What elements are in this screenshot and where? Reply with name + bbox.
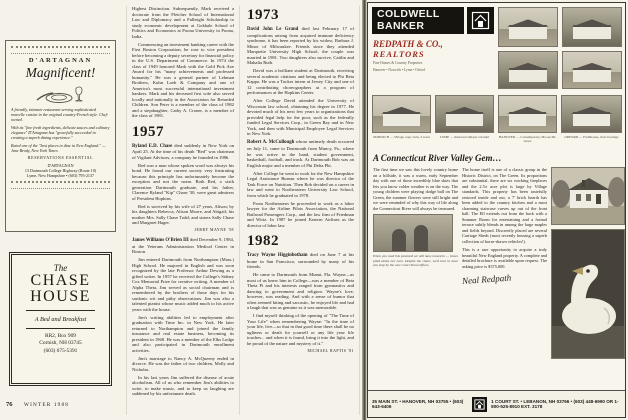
goose-illustration (552, 230, 624, 358)
class-year-heading: 1982 (247, 233, 279, 249)
property-photo (562, 7, 622, 47)
class-year-heading: 1973 (247, 7, 279, 23)
paragraph: After College David attended the University of Wisconsin law school, obtaining his degree in 1977. He devoted much of his next few years to organizations that provided legal help for the poor, such as the federally funded Legal Services Corp., in Green Bay and in New York, and then with Municipal Employee Legal Services in New York. (247, 98, 354, 137)
obit-name: James Williams O'Brien III (132, 237, 189, 243)
company-name-line-1: REDPATH & CO., (373, 39, 443, 49)
house-icon (474, 399, 485, 410)
dartagnan-name: D'ARTAGNAN (28, 57, 93, 64)
chase-house-subtitle: A Bed and Breakfast (34, 315, 87, 323)
photo-caption: LYME — Restored antique colonial (439, 135, 489, 139)
obit-text: died last February 17 of complications arising from acquired immune deficiency syndrome, it has been reported by his widow, Barbara J. Minor of Milwaukee. Friends since they attended Marquette University High School, the couple was married in 1981. Two daughters also survive, Caitlin and Mahalia Ruth. (247, 26, 354, 66)
obit-text: died December 9, 1984, at the Veterans Administration Medical Center in Boston. (132, 236, 234, 255)
paragraph: Highest Distinction. Subsequently, Mark received a doctorate from the Fletcher School of International Law and Diplomacy and a Fulbright Scholarship to study economic development at Gokhale School of Politics and Economics at Poona University in Poona, India. (132, 6, 234, 39)
paragraph: Jim's marriage to Nancy A. McQueeny ended in divorce. He was the father of two children, Molly and Nicholas. (132, 355, 234, 372)
chase-house-address: Cornish, NH 03745 (39, 340, 82, 347)
coldwell-banker-logo (372, 7, 464, 34)
feature-column-2 (462, 167, 547, 382)
chase-house-ad (9, 252, 112, 386)
photo-caption: HANOVER — Contemporary, Moose Mt. views (498, 135, 557, 144)
company-name-line-2: REALTORS (373, 49, 425, 60)
ad-address: Lyme, New Hampshire • (603) 795-2137 (26, 173, 95, 179)
obit-name: Ryland E.D. Chase (132, 143, 173, 149)
realtor-footer (368, 390, 625, 417)
obit-text: died on June 7 at his home in San Francisco, surrounded by many of his friends. (247, 252, 354, 270)
postcard-photo (373, 214, 453, 252)
company-tagline: Hanover • Norwich • Lyme • Orford (373, 68, 426, 73)
obit-name: Tracy Wayne Higginbotham (247, 253, 308, 258)
featured-house-photo (551, 167, 625, 225)
house-icon (471, 11, 490, 30)
table-setting-illustration (29, 83, 93, 105)
logo-line-2: BANKER (377, 19, 425, 32)
coldwell-banker-house-icon (467, 7, 494, 34)
property-photo (435, 95, 494, 133)
property-photo (372, 95, 431, 133)
goose-decoy-photo (551, 229, 625, 359)
paragraph: Red is survived by his wife of 27 years, Alison; by his daughters Rebecca, Alison Moore, and Abigail; his mother Mrs. Sally Chase Todd; and sisters Sally Chase and Margaret Hager. (132, 203, 234, 226)
obituary-entry (132, 143, 234, 161)
obituary-entry (247, 139, 354, 168)
paragraph: After College he went to work for the New Hampshire Legal Assistance Bureau where he was director of the Task Force on Nutrition. Then Bob decided on a career in law and went to Northeastern University Law School, from which he graduated in 1978. (247, 170, 354, 198)
issue-label: WINTER 1988 (24, 402, 70, 408)
footer-address-lebanon: 1 COURT ST. • LEBANON, NH 03766 • (603) 448-6990 OR 1-800-525-8910 EXT. 3178 (491, 399, 619, 409)
paragraph: David was a brilliant student at Dartmouth, receiving several academic citations and being elected to Phi Beta Kappa. He was a Tucker intern at Jersey City and one of 12 contributing choreographers at a program of performances at the Hopkins Center. (247, 68, 354, 96)
ad-paragraph: Rated one of the "best places to dine in New England." — Jane Brody, New York Times (11, 142, 106, 153)
obituary-entry (132, 237, 234, 255)
chase-house-address: RR2, Box 909 (44, 332, 76, 339)
obit-name: Robert A. McCullough (247, 140, 295, 146)
company-tagline: Fine Homes & Country Properties (373, 61, 423, 66)
rule-divider (26, 328, 95, 329)
obituary-column-2 (242, 6, 360, 415)
person-silhouette (392, 229, 406, 251)
ad-address: 13 Dartmouth College Highway (Route 10) (24, 168, 97, 174)
redpath-company-block (373, 40, 493, 73)
ad-paragraph: A friendly, intimate restaurant serving sophisticated nouvelle cuisine in the original country-French style. Chef-owned. (11, 107, 109, 123)
footer-address-hanover: 35 MAIN ST. • HANOVER, NH 03755 • (603) 643-6406 (372, 399, 464, 409)
obit-text: died suddenly in New York on April 25. At the time of his death "Red" was chairman of Vigilant Advisors, a company he founded in 1986. (132, 142, 235, 160)
photo-caption: NORWICH — Village cape, barn, 3 acres (373, 135, 430, 139)
page-folio (6, 401, 69, 408)
paragraph: He came to Dartmouth from Miami, Fla. Wayne—as most of us knew him in College—was a member of Beta Theta Pi and his interests ranged from gymnastics and dancing to government and religion. Wayne's love, however, was reading. And with a sense of humor that often seemed biting and sarcastic, he enjoyed life and had a laugh that was as genuine as it was memorable. (247, 272, 354, 311)
feature-paragraph: The home itself is one of a classic group in the Historic District, on The Green. Its proportions are substantial, there are six working fireplaces and the 2.5± acre plot is large by Village standards. This property has been tastefully restored inside and out, a 7' brick hearth has been added to the country kitchen and a most charming staircase curves up out of the front hall. The Ell extends out from the back with a Summer Room for entertaining and a formal terrace subtly blends in among the large maples and fields beyond. Discreetly placed are several Carriage Sheds (most recently housing a superb collection of horse-drawn vehicles!). (462, 167, 547, 244)
paragraph: Jim entered Dartmouth from Northampton (Mass.) High School. He majored in English and was soon recognized by the late Professor Arthur Dewing as a gifted writer. In 1957 he received the College's Sidney Cox Memorial Prize for creative writing. A member of Alpha Theta, Jim served as social chairman and is remembered by the brothers of those days for his sardonic wit and pithy observations. Jim was also a talented pianist whose music added much to his active years with the house. (132, 257, 234, 312)
handwritten-signature: Neal Redpath (462, 272, 512, 287)
house-illustration (552, 168, 624, 224)
person-silhouette (414, 225, 428, 251)
chase-house-name: CHASE (30, 272, 91, 289)
property-photo (498, 51, 558, 89)
dartagnan-ad (5, 40, 116, 232)
dartagnan-tagline: Magnificent! (25, 65, 96, 80)
paragraph: Red was a man whose spoken word was always his bond. He found our current society very frustrating because this principle has unfortunately become the exception and not the norm. Both Red, a sixth generation Dartmouth graduate, and his father, Clarence Ryland "Kip" Chase '30, were great admirers of President Hopkins. (132, 162, 234, 201)
paragraph: Jim's writing abilities led to employment after graduation with Time Inc. in New York. He later returned to Northampton and joined the family insurance and real estate business, becoming its president in 1968. He was a member of the Elks Lodge and also participated in Dartmouth enrollment activities. (132, 314, 234, 353)
class-year-heading: 1957 (132, 123, 164, 140)
feature-title: A Connecticut River Valley Gem… (373, 153, 502, 163)
feature-paragraph: This is a rare opportunity to acquire a truly beautiful New England property. A complete and detailed brochure is available upon request. The asking price is $375,000. (462, 247, 547, 269)
obit-text: whose untimely death occurred on July 11, came to Dartmouth from Muncy, Pa., where he was active in the band, student government, basketball, football, and track. At Dartmouth Bob was an English major and a member of Phi Delta Phi. (247, 139, 354, 168)
photo-caption: ORFORD — Farmhouse, river frontage (564, 135, 619, 139)
obit-name: David John Le Grand (247, 27, 299, 32)
obit-signature: JERRY MAYNE '58 (194, 228, 234, 233)
rule-divider (26, 310, 95, 311)
obituary-column-1 (126, 6, 240, 415)
coldwell-banker-ad (367, 2, 626, 418)
feature-paragraph: The first time we saw this lovely country home on a hillside, it was a warm, early September day with one of those incredibly blue skies that lets you know colder weather is on the way. The young children were playing dodge ball on The Green, the summer flowers were still bright and we were reminded of why this way of life along the Connecticut River will always be treasured. (373, 167, 458, 211)
lace-border-bottom (11, 181, 110, 189)
chase-house-the: The (53, 263, 68, 273)
property-photo (498, 7, 558, 47)
logo-line-1: COLDWELL (377, 8, 440, 20)
paragraph: I find myself thinking of the opening of "The Time of Your Life" when remembering Wayne: "In the time of your life, live—so that in that good time there shall be no ugliness or death for yourself or any life your life touches... and when it is found, bring it into the light, and be proud of the nature and mystery of it." (247, 313, 354, 346)
obit-signature: MICHAEL RAPTIS '81 (307, 348, 354, 353)
paragraph: In his last years Jim suffered the disease of acute alcoholism. All of us who remember Jim's abilities to write, to make music, and to keep us laughing are saddened by his unfortunate death. (132, 374, 234, 397)
ad-paragraph: With its "fine fresh ingredients, delicate sauces and culinary elegance" D'Artagnan has "gracefully succeeded in creating a superb dining experience." (11, 124, 110, 141)
property-photo (498, 95, 557, 133)
feature-column-1 (373, 167, 458, 382)
coldwell-banker-mini-icon (472, 397, 487, 412)
lace-border-top (11, 46, 110, 54)
property-photo (561, 95, 622, 133)
page-number: 76 (6, 401, 13, 408)
paragraph: From Northeastern he proceeded to work as a labor lawyer for the Airline Pilots Association, the National Railroad Passengers Corp., and the law firm of Friedman and Wirtz. In 1987 he joined Eastern Airlines as the director of labor law. (247, 200, 354, 228)
chase-house-phone: (603) 675-5391 (43, 348, 78, 355)
paragraph: Commencing an investment banking career with the First Boston Corporation, he rose to vice president before becoming a deputy secretary for financial policy in the U.S. Department of Commerce. In 1974 the class of 1949 honored Mark with the Gold Pick Axe Award for his "many achievements and professed humanity." He was a general partner of Lehman Brothers, Kuhn Loeb & Company and one of America's most successful international investment bankers. Mark and his deceased first wife also served locally and nationally in the Association for Retarded Children. Son Peter is a member of the class of 1982 and a stepdaughter, Cathy A. Croner, is a member of the class of 1981. (132, 41, 234, 118)
reservations-line: RESERVATIONS ESSENTIAL (27, 155, 94, 161)
ad-address: D'ARTAGNAN (47, 162, 74, 168)
postcard-caption: When you read this postcard we will have moved in — boxes piled about our ears. Despite the chaos, we'd love to have you stop by the new Court Street offices. (373, 254, 458, 268)
property-photo (562, 51, 622, 89)
chase-house-name: HOUSE (30, 288, 91, 306)
obituary-entry (247, 252, 354, 270)
obituary-entry (247, 26, 354, 66)
